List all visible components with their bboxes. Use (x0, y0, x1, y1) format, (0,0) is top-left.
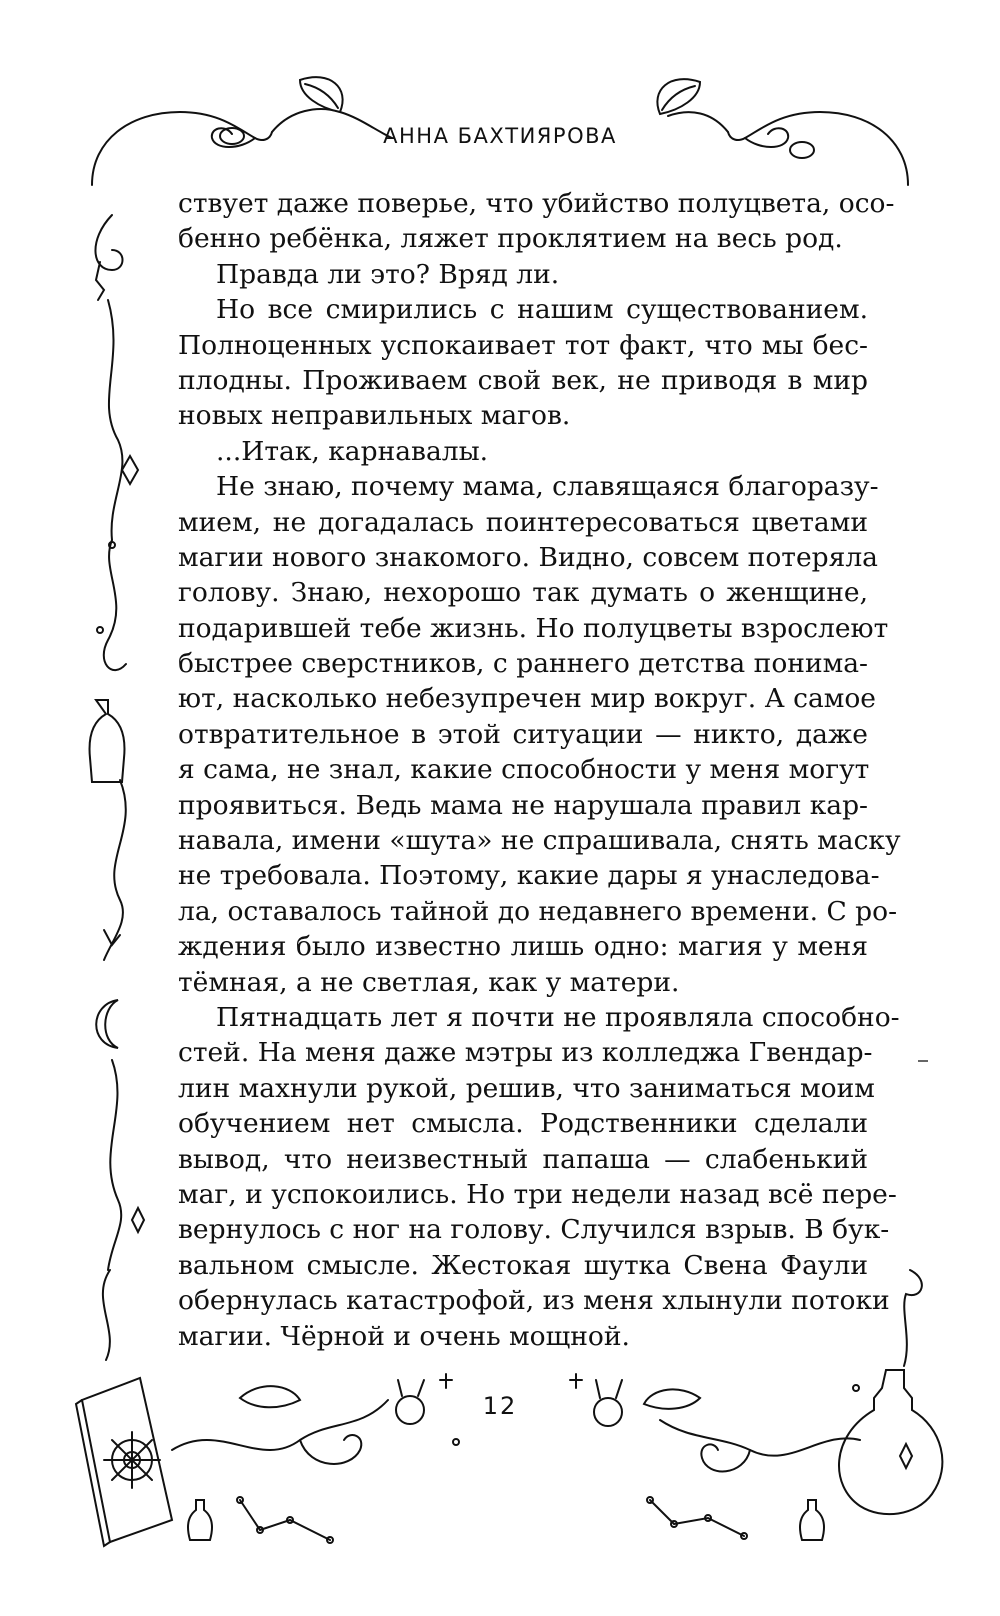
left-vine-ornament (90, 215, 144, 1360)
text-line: подарившей тебе жизнь. Но полуцветы взрослеют (178, 612, 889, 644)
text-line: не требовала. Поэтому, какие дары я унаследова- (178, 860, 880, 892)
text-line: Правда ли это? Вряд ли. (216, 258, 560, 290)
text-line: маг, и успокоились. Но три недели назад всё пере- (178, 1178, 897, 1210)
text-line: лин махнули рукой, решив, что заниматься моим (178, 1072, 875, 1104)
text-line: вернулось с ног на голову. Случился взрыв. В бук- (178, 1214, 890, 1246)
text-line: стей. На меня даже мэтры из колледжа Гвендар- (178, 1037, 873, 1069)
text-line: Не знаю, почему мама, славящаяся благоразу- (216, 471, 879, 503)
text-line: быстрее сверстников, с раннего детства понима- (178, 648, 868, 680)
text-line: мием, не догадалась поинтересоваться цветами (178, 506, 868, 538)
text-line: бенно ребёнка, ляжет проклятием на весь род. (178, 223, 843, 255)
text-line: ют, насколько небезупречен мир вокруг. А самое (178, 683, 876, 715)
page-number: 12 (482, 1392, 518, 1420)
running-header-author: АННА БАХТИЯРОВА (383, 124, 617, 148)
text-line: обучением нет смысла. Родственники сделали (178, 1108, 868, 1140)
margin-dash-mark (918, 1060, 928, 1062)
text-line: плодны. Проживаем свой век, не приводя в мир (178, 364, 868, 396)
text-line: проявиться. Ведь мама не нарушала правил кар- (178, 789, 868, 821)
text-line: обернулась катастрофой, из меня хлынули потоки (178, 1285, 890, 1317)
right-flourish-ornament (904, 1270, 922, 1366)
text-line: магии. Чёрной и очень мощной. (178, 1320, 630, 1352)
text-line: вывод, что неизвестный папаша — слабенький (178, 1143, 868, 1175)
text-line: ствует даже поверье, что убийство полуцвета, осо- (178, 188, 895, 219)
text-line: голову. Знаю, нехорошо так думать о женщине, (178, 577, 868, 609)
text-line: отвратительное в этой ситуации — никто, даже (178, 718, 868, 750)
text-line: Но все смирились с нашим существованием. (216, 294, 868, 326)
body-text (178, 186, 901, 1354)
text-line: Полноценных успокаивает тот факт, что мы бес- (178, 329, 868, 361)
text-line: навала, имени «шута» не спрашивала, снять маску (178, 825, 901, 857)
text-line: Пятнадцать лет я почти не проявляла способно- (216, 1001, 900, 1033)
text-line: магии нового знакомого. Видно, совсем потеряла (178, 541, 878, 573)
text-line: ждения было известно лишь одно: магия у меня (178, 931, 868, 963)
text-line: я сама, не знал, какие способности у меня могут (178, 754, 870, 786)
text-line: новых неправильных магов. (178, 400, 571, 432)
text-line: вальном смысле. Жестокая шутка Свена Фаули (178, 1249, 868, 1281)
text-line: ...Итак, карнавалы. (216, 435, 489, 467)
text-line: ла, оставалось тайной до недавнего времени. С ро- (178, 895, 898, 927)
text-line: тёмная, а не светлая, как у матери. (178, 966, 680, 998)
